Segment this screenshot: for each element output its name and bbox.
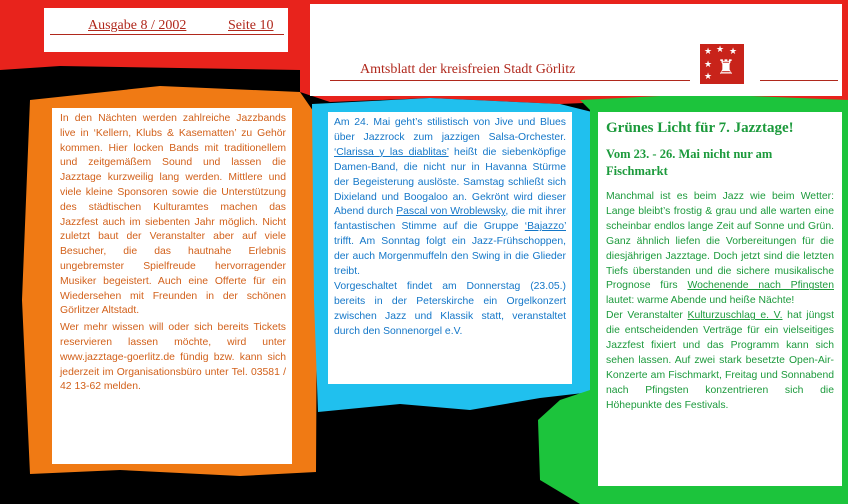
article-column-right <box>598 112 842 486</box>
issue-rule <box>50 34 284 35</box>
paragraph-contact: Wer mehr wissen will oder sich bereits Tickets reservieren lassen möchte, wird unter www.jazztage-goerlitz.de fündig bzw. kann sich jederzeit im Organisationsbüro unter Tel. 03581 / 42 13-62 melden. <box>60 322 286 393</box>
star-icon: ★ <box>704 46 713 56</box>
organizer-link[interactable]: Kulturzuschlag e. V. <box>687 310 783 322</box>
group-name-link[interactable]: ‘Bajazzo’ <box>524 221 566 233</box>
star-icon: ★ <box>729 46 738 56</box>
masthead-title: Amtsblatt der kreisfreien Stadt Görlitz <box>360 62 576 77</box>
subheadline: Vom 23. - 26. Mai nicht nur am Fischmarkt <box>606 147 773 178</box>
paragraph: Vorgeschaltet findet am Donnerstag (23.05.) bereits in der Peterskirche ein Orgelkonzert zwischen Jazz und Klassik statt, veranstaltet durch den Sonnenorgel e.V. <box>334 280 566 337</box>
castle-icon: ♜ <box>717 57 735 79</box>
band-name-link[interactable]: ‘Clarissa y las diablitas’ <box>334 146 449 158</box>
article-column-middle <box>328 112 572 384</box>
masthead-rule-right <box>760 80 838 81</box>
masthead-rule <box>330 80 690 81</box>
masthead-box <box>310 4 842 96</box>
article-column-left <box>52 108 292 464</box>
star-icon: ★ <box>716 44 725 54</box>
page-number: Seite 10 <box>228 18 274 33</box>
paragraph: Manchmal ist es beim Jazz wie beim Wetter: Lange bleibt’s frostig & grau und alle warten eine scheinbar endlos lange Zeit auf Sonne und Grün. Ganz ähnlich liefen die Vorbereitungen für die diesjährigen Jazztage. Doch jetzt sind die letzten Tiefs überstanden und die sichere musikalische Prognose fürs Wochenende nach Pfingsten lautet: warme Abende und heiße Nächte! <box>606 191 834 307</box>
issue-number: Ausgabe 8 / 2002 <box>88 18 187 33</box>
paragraph: Der Veranstalter Kulturzuschlag e. V. hat jüngst die entscheidenden Verträge für ein vielseitiges Jazzfest fixiert und das Programm kann sich sehen lassen. Auf zwei stark besetzte Open-Air-Konzerte am Fischmarkt, Freitag und Sonnabend nach Pfingsten konzentrieren sich die Höhepunkte des Festivals. <box>606 310 834 411</box>
artist-name-link[interactable]: Pascal von Wroblewsky <box>396 206 506 218</box>
weekend-link[interactable]: Wochenende nach Pfingsten <box>687 280 834 292</box>
paragraph: Am 24. Mai geht’s stilistisch von Jive und Blues über Jazzrock zum jazzigen Salsa-Orchester. ‘Clarissa y las diablitas’ heißt die siebenköpfige Damen-Band, die nicht nur in Havanna Stürme der Begeisterung auslöste. Samstag schließt sich Dixieland und Boogaloo an. Gekrönt wird dieser Abend durch Pascal von Wroblewsky, die mit ihrer fantastischen Stimme auf die Gruppe ‘Bajazzo’ trifft. Am Sonntag folgt ein Jazz-Frühschoppen, der auch Morgenmuffeln den Swing in die Glieder treibt. <box>334 117 566 278</box>
star-icon: ★ <box>704 71 713 81</box>
city-crest-logo <box>700 44 744 84</box>
headline: Grünes Licht für 7. Jazztage! <box>606 120 794 136</box>
star-icon: ★ <box>704 59 713 69</box>
paragraph: In den Nächten werden zahlreiche Jazzbands live in ‘Kellern, Klubs & Kasematten’ zu Gehör kommen. Hier locken Bands mit traditionellem und zeitgemäßem Sound und lassen die Jazztage kurzweilig lang werden. Mittlere und viele kleine Sponsoren sowie die Unterstützung des städtischen Kulturamtes machen das Jazzfest auch im siebenten Jahr möglich. Nicht zuletzt baut der Veranstalter aber auf viele Besucher, die das hautnahe Erlebnis ungebremster Spielfreude hervorragender Musiker begeistert. Auch eine Offerte für ein Wiedersehen mit Freunden in der schönen Görlitzer Altstadt. <box>60 113 286 317</box>
